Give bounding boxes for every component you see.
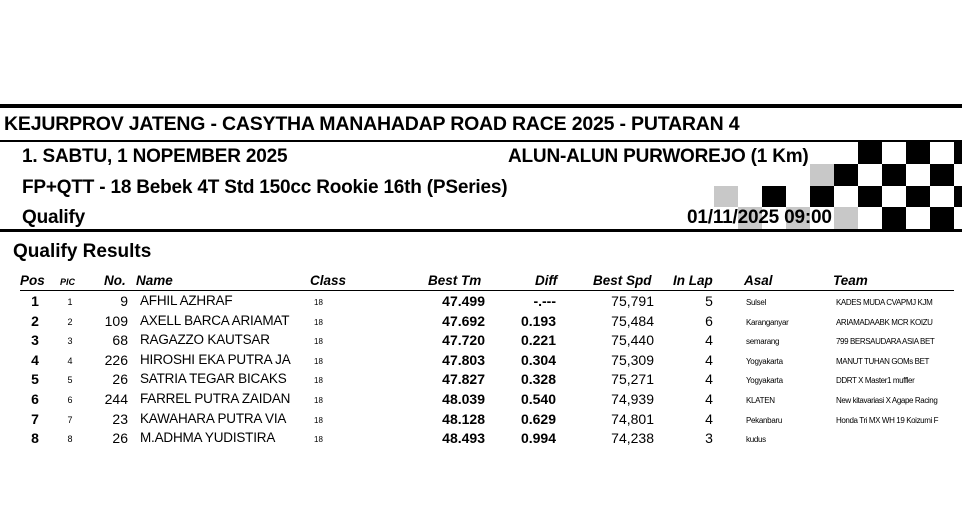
col-in-lap: In Lap	[673, 273, 713, 288]
row-diff: 0.540	[520, 391, 556, 407]
row-best-time: 47.720	[442, 332, 485, 349]
row-pic: 1	[67, 297, 73, 307]
row-pos: 7	[31, 410, 39, 427]
row-in-lap: 4	[705, 351, 713, 368]
col-best-tm: Best Tm	[428, 273, 482, 288]
row-diff: 0.193	[520, 312, 556, 329]
row-in-lap: 3	[705, 430, 713, 447]
row-class: 18	[314, 298, 323, 307]
row-best-speed: 75,440	[611, 332, 654, 349]
row-in-lap: 4	[705, 410, 713, 427]
col-pic: PIC	[60, 277, 76, 287]
row-origin: KLATEN	[746, 396, 775, 405]
col-best-spd: Best Spd	[593, 273, 652, 288]
row-class: 18	[314, 356, 323, 366]
row-best-speed: 74,801	[611, 410, 654, 427]
row-class: 18	[314, 435, 323, 445]
row-in-lap: 5	[705, 293, 713, 309]
session-datetime: 01/11/2025 09:00	[687, 207, 832, 228]
row-pic: 3	[67, 336, 73, 347]
table-row	[0, 391, 962, 411]
table-row	[0, 371, 962, 391]
row-origin: Sulsel	[746, 298, 766, 307]
event-location: ALUN-ALUN PURWOREJO (1 Km)	[508, 146, 809, 167]
row-rider-name: FARREL PUTRA ZAIDAN	[140, 391, 291, 406]
row-class: 18	[314, 376, 323, 386]
table-row	[0, 313, 962, 333]
row-pic: 6	[67, 395, 73, 405]
row-diff: 0.221	[520, 332, 556, 349]
row-number: 23	[112, 410, 128, 427]
row-number: 109	[104, 312, 128, 329]
row-origin: kudus	[746, 435, 766, 445]
row-pos: 2	[31, 312, 39, 329]
table-row	[0, 430, 962, 450]
col-pos: Pos	[20, 273, 45, 288]
row-pos: 3	[31, 332, 39, 349]
table-row	[0, 411, 962, 431]
row-diff: 0.629	[520, 410, 556, 427]
table-row	[0, 332, 962, 352]
row-team: DDRT X Master1 muffler	[836, 376, 915, 386]
col-name: Name	[136, 273, 173, 288]
row-number: 26	[112, 430, 128, 447]
race-class: FP+QTT - 18 Bebek 4T Std 150cc Rookie 16th (PSeries)	[22, 177, 508, 198]
row-rider-name: SATRIA TEGAR BICAKS	[140, 371, 287, 387]
row-class: 18	[314, 317, 323, 327]
header-bottom-rule	[0, 229, 962, 232]
row-origin: semarang	[746, 337, 780, 347]
row-pic: 4	[67, 355, 73, 366]
row-rider-name: AXELL BARCA ARIAMAT	[140, 312, 290, 328]
col-class: Class	[310, 273, 347, 288]
row-rider-name: AFHIL AZHRAF	[140, 293, 233, 308]
row-in-lap: 4	[705, 332, 713, 349]
row-best-time: 47.499	[442, 293, 485, 309]
col-no: No.	[104, 273, 126, 288]
session-name: Qualify	[22, 207, 86, 228]
table-row	[0, 352, 962, 372]
row-best-speed: 74,238	[611, 430, 654, 447]
row-in-lap: 4	[705, 371, 713, 388]
row-rider-name: M.ADHMA YUDISTIRA	[140, 430, 276, 446]
row-origin: Yogyakarta	[746, 356, 783, 366]
row-best-time: 47.803	[442, 351, 485, 368]
row-team: KADES MUDA CVAPMJ KJM	[836, 298, 933, 307]
results-title: Qualify Results	[13, 241, 152, 262]
row-best-time: 47.692	[442, 312, 485, 329]
row-pos: 1	[31, 293, 39, 309]
row-rider-name: RAGAZZO KAUTSAR	[140, 332, 270, 348]
row-origin: Yogyakarta	[746, 376, 783, 386]
row-number: 9	[120, 293, 128, 309]
row-diff: 0.994	[520, 430, 556, 447]
row-origin: Karanganyar	[746, 317, 789, 327]
row-pic: 5	[67, 375, 73, 386]
row-number: 26	[112, 371, 128, 388]
row-diff: 0.304	[520, 351, 556, 368]
row-class: 18	[314, 396, 323, 405]
table-row	[0, 293, 962, 313]
row-best-time: 48.128	[442, 410, 485, 427]
row-class: 18	[314, 337, 323, 347]
row-best-speed: 75,271	[611, 371, 654, 388]
col-diff: Diff	[535, 273, 558, 288]
row-best-speed: 75,791	[611, 293, 654, 309]
header-underline	[20, 290, 954, 291]
row-diff: -.---	[533, 293, 556, 309]
col-asal: Asal	[744, 273, 773, 288]
row-best-time: 47.827	[442, 371, 485, 388]
row-pic: 7	[67, 414, 73, 425]
row-pos: 5	[31, 371, 39, 388]
row-team: 799 BERSAUDARA ASIA BET	[836, 337, 935, 347]
row-pic: 8	[67, 434, 73, 445]
row-best-speed: 75,309	[611, 351, 654, 368]
row-team: Honda Tri MX WH 19 Koizumi F	[836, 415, 939, 425]
row-pos: 6	[31, 391, 39, 407]
row-pos: 8	[31, 430, 39, 447]
row-number: 244	[104, 391, 128, 407]
row-team: ARIAMADAABK MCR KOIZU	[836, 317, 933, 327]
row-diff: 0.328	[520, 371, 556, 388]
row-pos: 4	[31, 351, 39, 368]
row-rider-name: HIROSHI EKA PUTRA JA	[140, 351, 291, 367]
event-date: 1. SABTU, 1 NOPEMBER 2025	[22, 146, 288, 167]
row-in-lap: 6	[705, 312, 713, 329]
row-rider-name: KAWAHARA PUTRA VIA	[140, 410, 287, 426]
row-class: 18	[314, 415, 323, 425]
event-title: KEJURPROV JATENG - CASYTHA MANAHADAP ROAD RACE 2025 - PUTARAN 4	[4, 113, 740, 135]
row-best-time: 48.493	[442, 430, 485, 447]
top-rule	[0, 104, 962, 108]
row-team: New kitavariasi X Agape Racing	[836, 396, 938, 405]
row-origin: Pekanbaru	[746, 415, 782, 425]
row-in-lap: 4	[705, 391, 713, 407]
row-best-time: 48.039	[442, 391, 485, 407]
row-pic: 2	[67, 316, 73, 327]
row-team: MANUT TUHAN GOMs BET	[836, 356, 930, 366]
row-number: 68	[112, 332, 128, 349]
row-best-speed: 75,484	[611, 312, 654, 329]
col-team: Team	[833, 273, 868, 288]
row-best-speed: 74,939	[611, 391, 654, 407]
row-number: 226	[104, 351, 128, 368]
